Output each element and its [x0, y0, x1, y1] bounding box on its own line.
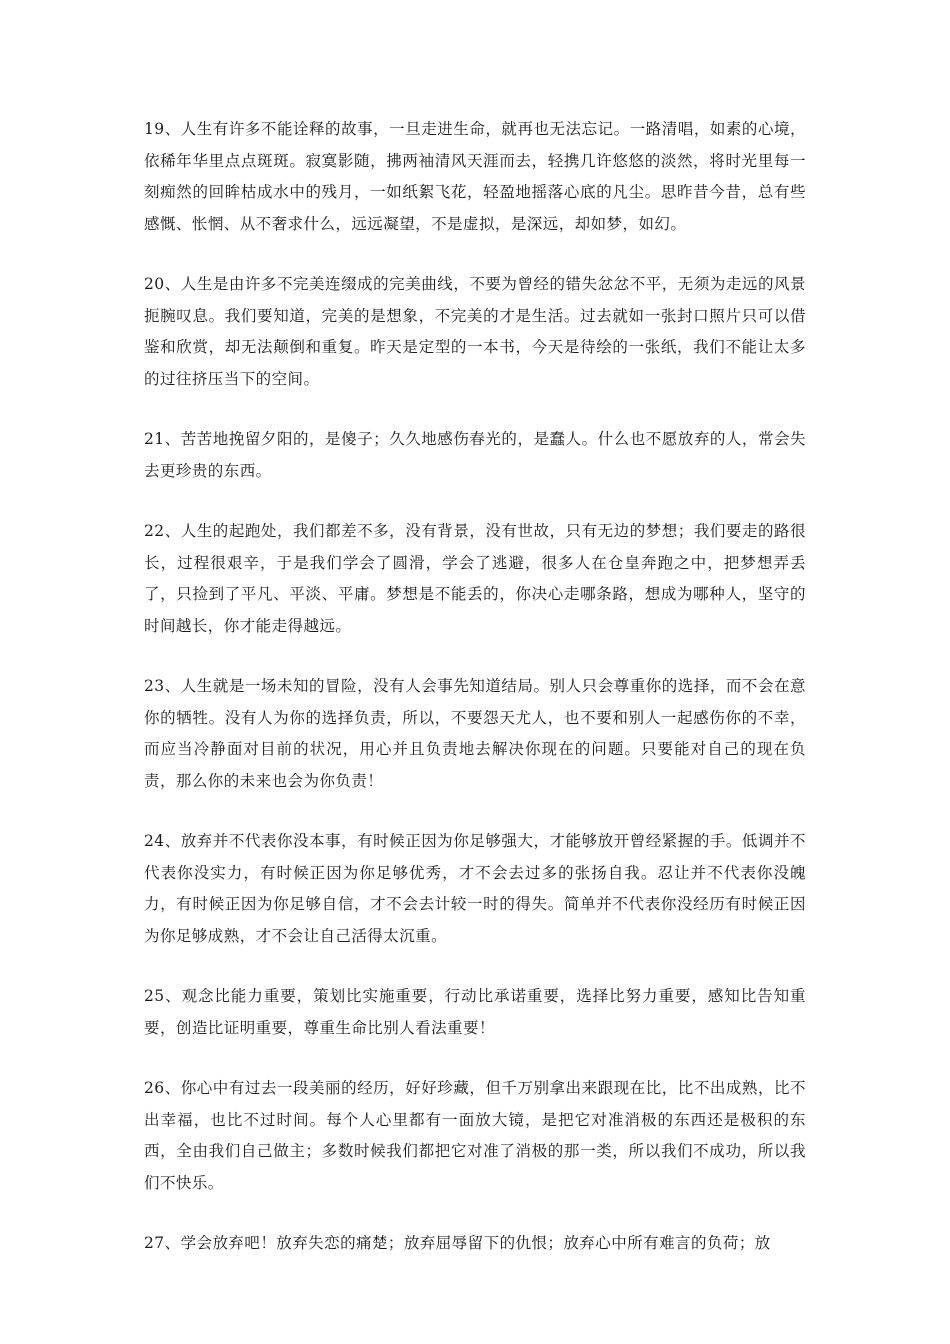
paragraph-19: 19、人生有许多不能诠释的故事，一旦走进生命，就再也无法忘记。一路清唱，如素的心境，依稀年华里点点斑斑。寂寞影随，拂两袖清风天涯而去，轻携几许悠悠的淡然，将时光里每一刻痴然的回眸枯成水中的残月，一如纸絮飞花，轻盈地摇落心底的凡尘。思昨昔今昔，总有些感慨、怅惘、从不奢求什么，远远凝望，不是虚拟，是深远，却如梦，如幻。	[144, 120, 806, 233]
paragraph-26: 26、你心中有过去一段美丽的经历，好好珍藏，但千万别拿出来跟现在比，比不出成熟，比不出幸福，也比不过时间。每个人心里都有一面放大镜，是把它对准消极的东西还是极积的东西，全由我们自己做主；多数时候我们都把它对准了消极的那一类，所以我们不成功，所以我们不快乐。	[144, 1079, 806, 1192]
document-body	[144, 114, 806, 1289]
paragraph-21: 21、苦苦地挽留夕阳的，是傻子；久久地感伤春光的，是蠢人。什么也不愿放弃的人，常会失去更珍贵的东西。	[144, 430, 806, 480]
paragraph-27: 27、学会放弃吧！放弃失恋的痛楚；放弃屈辱留下的仇恨；放弃心中所有难言的负荷；放	[144, 1234, 771, 1252]
paragraph-24: 24、放弃并不代表你没本事，有时候正因为你足够强大，才能够放开曾经紧握的手。低调并不代表你没实力，有时候正因为你足够优秀，才不会去过多的张扬自我。忍让并不代表你没魄力，有时候正因为你足够自信，才不会去计较一时的得失。简单并不代表你没经历有时候正因为你足够成熟，才不会让自己活得太沉重。	[144, 832, 806, 945]
paragraph-25: 25、观念比能力重要，策划比实施重要，行动比承诺重要，选择比努力重要，感知比告知重要，创造比证明重要，尊重生命比别人看法重要！	[144, 987, 806, 1037]
paragraph-22: 22、人生的起跑处，我们都差不多，没有背景，没有世故，只有无边的梦想；我们要走的路很长，过程很艰辛，于是我们学会了圆滑，学会了逃避，很多人在仓皇奔跑之中，把梦想弄丢了，只捡到了平凡、平淡、平庸。梦想是不能丢的，你决心走哪条路，想成为哪种人，坚守的时间越长，你才能走得越远。	[144, 522, 806, 635]
paragraph-20: 20、人生是由许多不完美连缀成的完美曲线，不要为曾经的错失忿忿不平，无须为走远的风景扼腕叹息。我们要知道，完美的是想象，不完美的才是生活。过去就如一张封口照片只可以借鉴和欣赏，却无法颠倒和重复。昨天是定型的一本书，今天是待绘的一张纸，我们不能让太多的过往挤压当下的空间。	[144, 275, 806, 388]
paragraph-23: 23、人生就是一场未知的冒险，没有人会事先知道结局。别人只会尊重你的选择，而不会在意你的牺牲。没有人为你的选择负责，所以，不要怨天尤人，也不要和别人一起感伤你的不幸，而应当冷静面对目前的状况，用心并且负责地去解决你现在的问题。只要能对自己的现在负责，那么你的未来也会为你负责！	[144, 677, 806, 790]
